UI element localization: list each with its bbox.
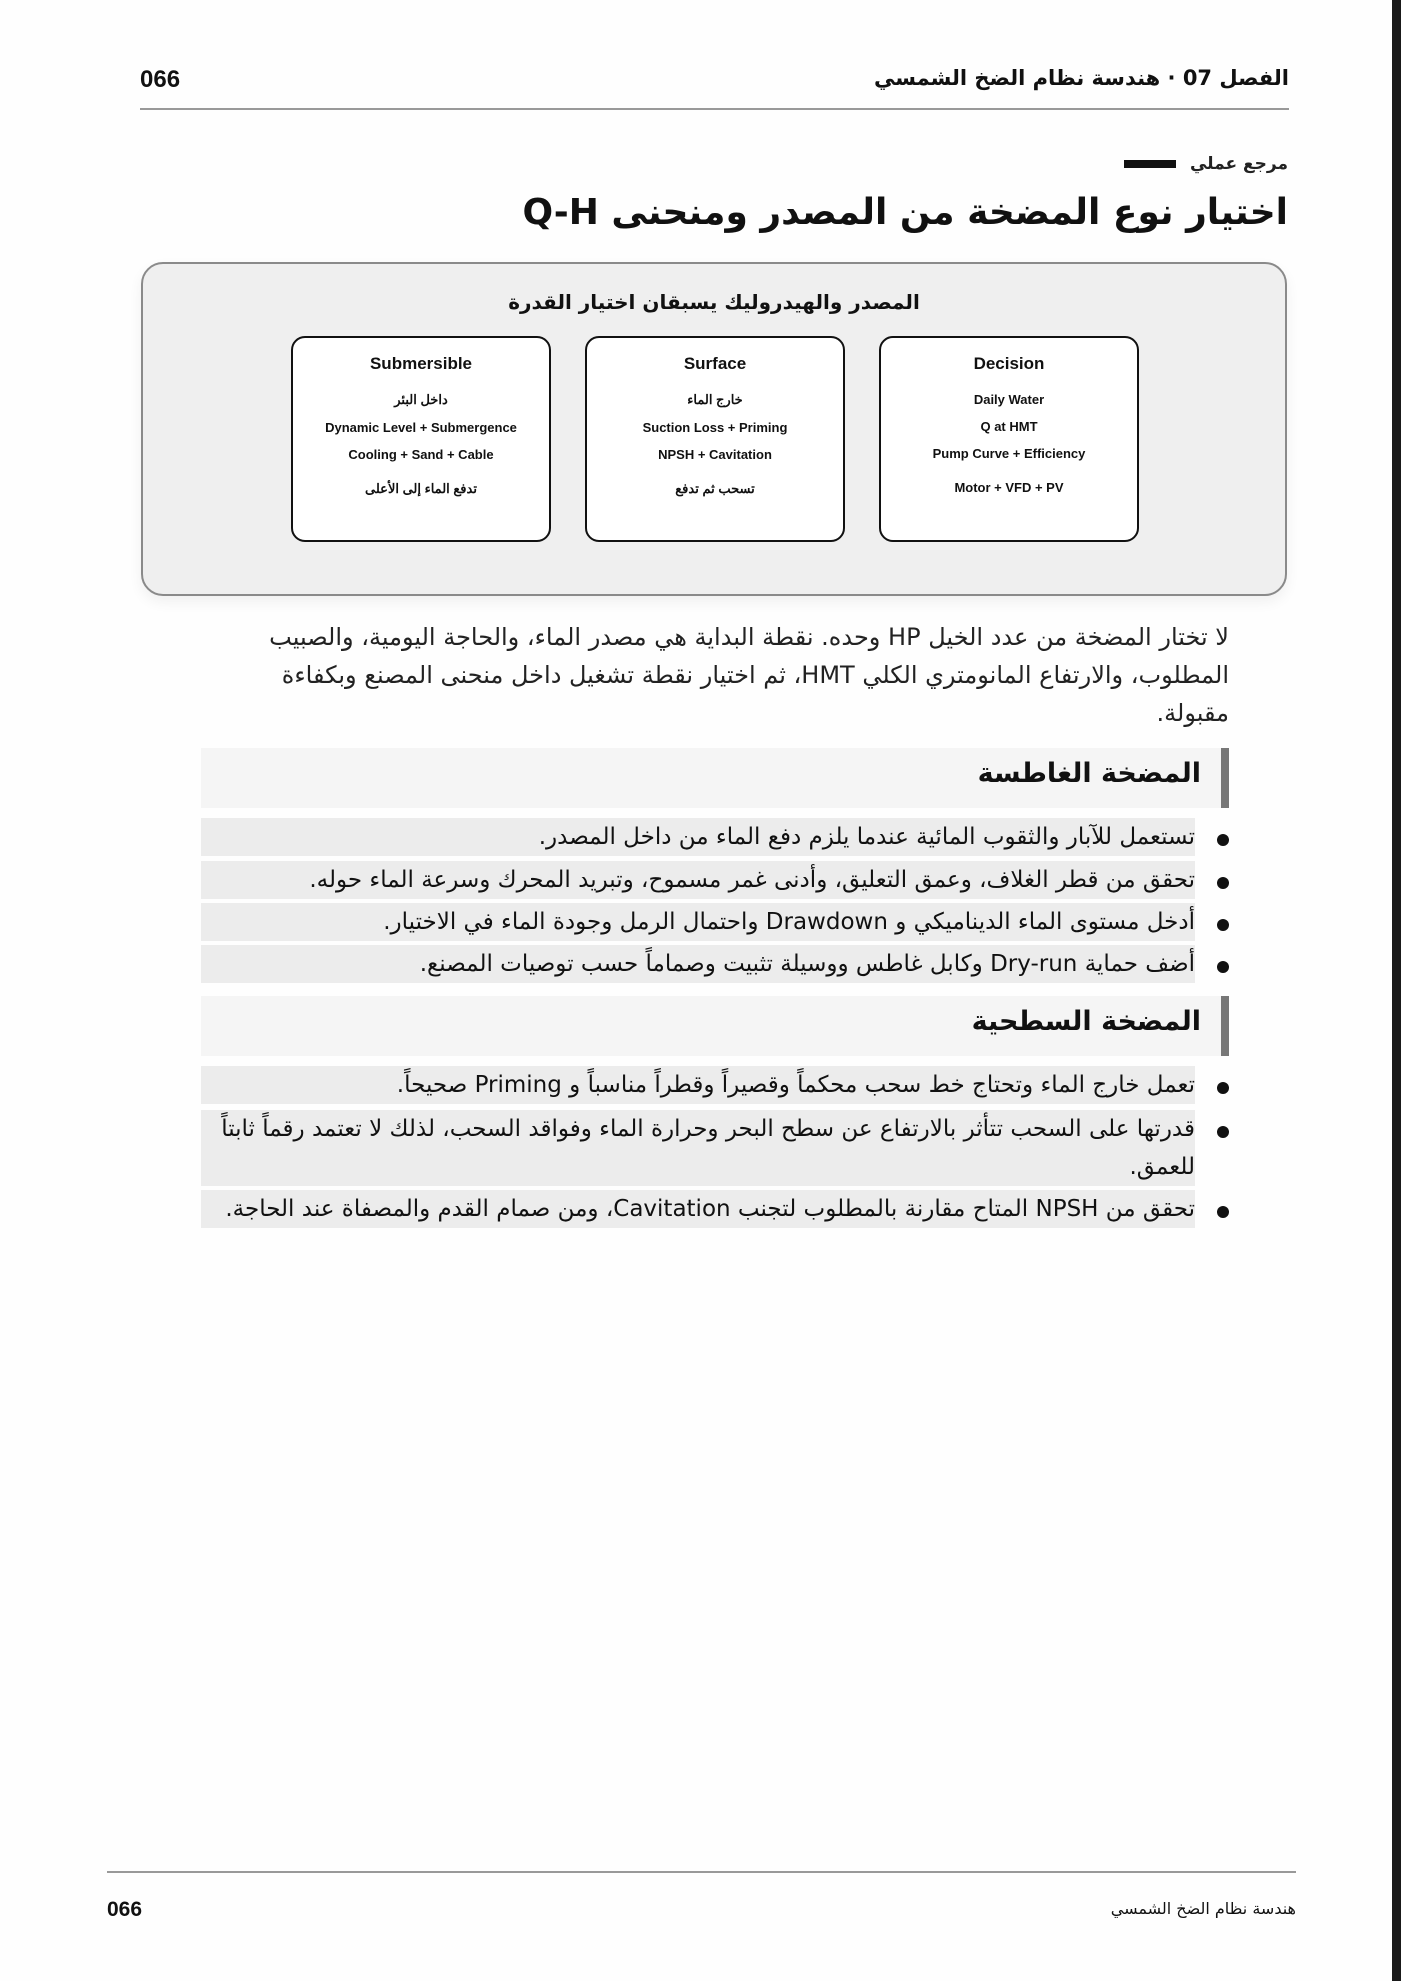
- list-item-text: تحقق من NPSH المتاح مقارنة بالمطلوب لتجنب Cavitation، ومن صمام القدم والمصفاة عند الحاجة.: [225, 1196, 1195, 1222]
- card-submersible: [291, 336, 551, 542]
- section-kicker: [1124, 154, 1288, 174]
- card-title: Decision: [973, 354, 1045, 373]
- list-item-text: تستعمل للآبار والثقوب المائية عندما يلزم دفع الماء من داخل المصدر.: [538, 824, 1195, 850]
- list-item: [201, 861, 1229, 899]
- list-item: [201, 945, 1229, 983]
- list-item: [201, 1066, 1229, 1104]
- section-heading-text: المضخة الغاطسة: [977, 758, 1201, 789]
- card-title: Submersible: [369, 354, 473, 373]
- card-line: NPSH + Cavitation: [658, 447, 772, 462]
- card-line: Dynamic Level + Submergence: [325, 420, 517, 435]
- diagram-cards: [291, 336, 1139, 542]
- card-line: Motor + VFD + PV: [954, 480, 1064, 495]
- card-line: تسحب ثم تدفع: [675, 481, 755, 496]
- list-item: [201, 1190, 1229, 1228]
- bullet-icon: [1217, 919, 1229, 931]
- footer-rule: [107, 1871, 1296, 1873]
- list-item: [201, 903, 1229, 941]
- bullet-icon: [1217, 1126, 1229, 1138]
- list-item-text: قدرتها على السحب تتأثر بالارتفاع عن سطح البحر وحرارة الماء وفواقد السحب، لذلك لا تعتمد رقماً ثابتاً للعمق.: [221, 1116, 1195, 1180]
- bullet-icon: [1217, 877, 1229, 889]
- footer-book-title: هندسة نظام الضخ الشمسي: [1110, 1899, 1296, 1918]
- section-heading-text: المضخة السطحية: [971, 1006, 1201, 1037]
- card-line: Cooling + Sand + Cable: [348, 447, 494, 462]
- bullet-icon: [1217, 1206, 1229, 1218]
- list-item-text: تحقق من قطر الغلاف، وعمق التعليق، وأدنى غمر مسموح، وتبريد المحرك وسرعة الماء حوله.: [309, 867, 1195, 893]
- list-item: [201, 1110, 1229, 1186]
- page-edge-bar: [1392, 0, 1401, 1981]
- list-item: [201, 818, 1229, 856]
- card-line: تدفع الماء إلى الأعلى: [365, 481, 477, 496]
- intro-paragraph: لا تختار المضخة من عدد الخيل HP وحده. نقطة البداية هي مصدر الماء، والحاجة اليومية، والصبيب المطلوب، والارتفاع المانومتري الكلي HMT، ثم اختيار نقطة تشغيل داخل منحنى المصنع وبكفاءة مقبولة.: [269, 623, 1229, 727]
- card-line: Daily Water: [973, 392, 1045, 407]
- card-line: Suction Loss + Priming: [642, 420, 788, 435]
- header-chapter-title: الفصل 07 · هندسة نظام الضخ الشمسي: [873, 66, 1289, 90]
- card-line: Pump Curve + Efficiency: [932, 446, 1086, 461]
- footer-page-number: 066: [107, 1898, 143, 1921]
- running-header: [140, 62, 1289, 110]
- card-line: Q at HMT: [980, 419, 1038, 434]
- bullet-icon: [1217, 961, 1229, 973]
- kicker-bar: [1124, 160, 1176, 168]
- diagram-panel: [141, 262, 1287, 596]
- bullet-icon: [1217, 834, 1229, 846]
- page-title: اختيار نوع المضخة من المصدر ومنحنى Q-H: [522, 192, 1288, 233]
- kicker-label: مرجع عملي: [1189, 154, 1288, 174]
- bullet-icon: [1217, 1082, 1229, 1094]
- card-line: خارج الماء: [687, 392, 743, 407]
- list-item-text: تعمل خارج الماء وتحتاج خط سحب محكماً وقصيراً وقطراً مناسباً و Priming صحيحاً.: [396, 1072, 1195, 1098]
- card-line: داخل البئر: [394, 392, 448, 407]
- card-decision: [879, 336, 1139, 542]
- list-item-text: أضف حماية Dry-run وكابل غاطس ووسيلة تثبيت وصماماً حسب توصيات المصنع.: [419, 951, 1195, 977]
- diagram-title: المصدر والهيدروليك يسبقان اختيار القدرة: [508, 290, 920, 314]
- card-surface: [585, 336, 845, 542]
- header-page-number: 066: [140, 66, 181, 93]
- section-heading-submersible: [201, 748, 1229, 808]
- list-item-text: أدخل مستوى الماء الديناميكي و Drawdown واحتمال الرمل وجودة الماء في الاختيار.: [383, 909, 1195, 935]
- section-heading-surface: [201, 996, 1229, 1056]
- card-title: Surface: [683, 354, 747, 373]
